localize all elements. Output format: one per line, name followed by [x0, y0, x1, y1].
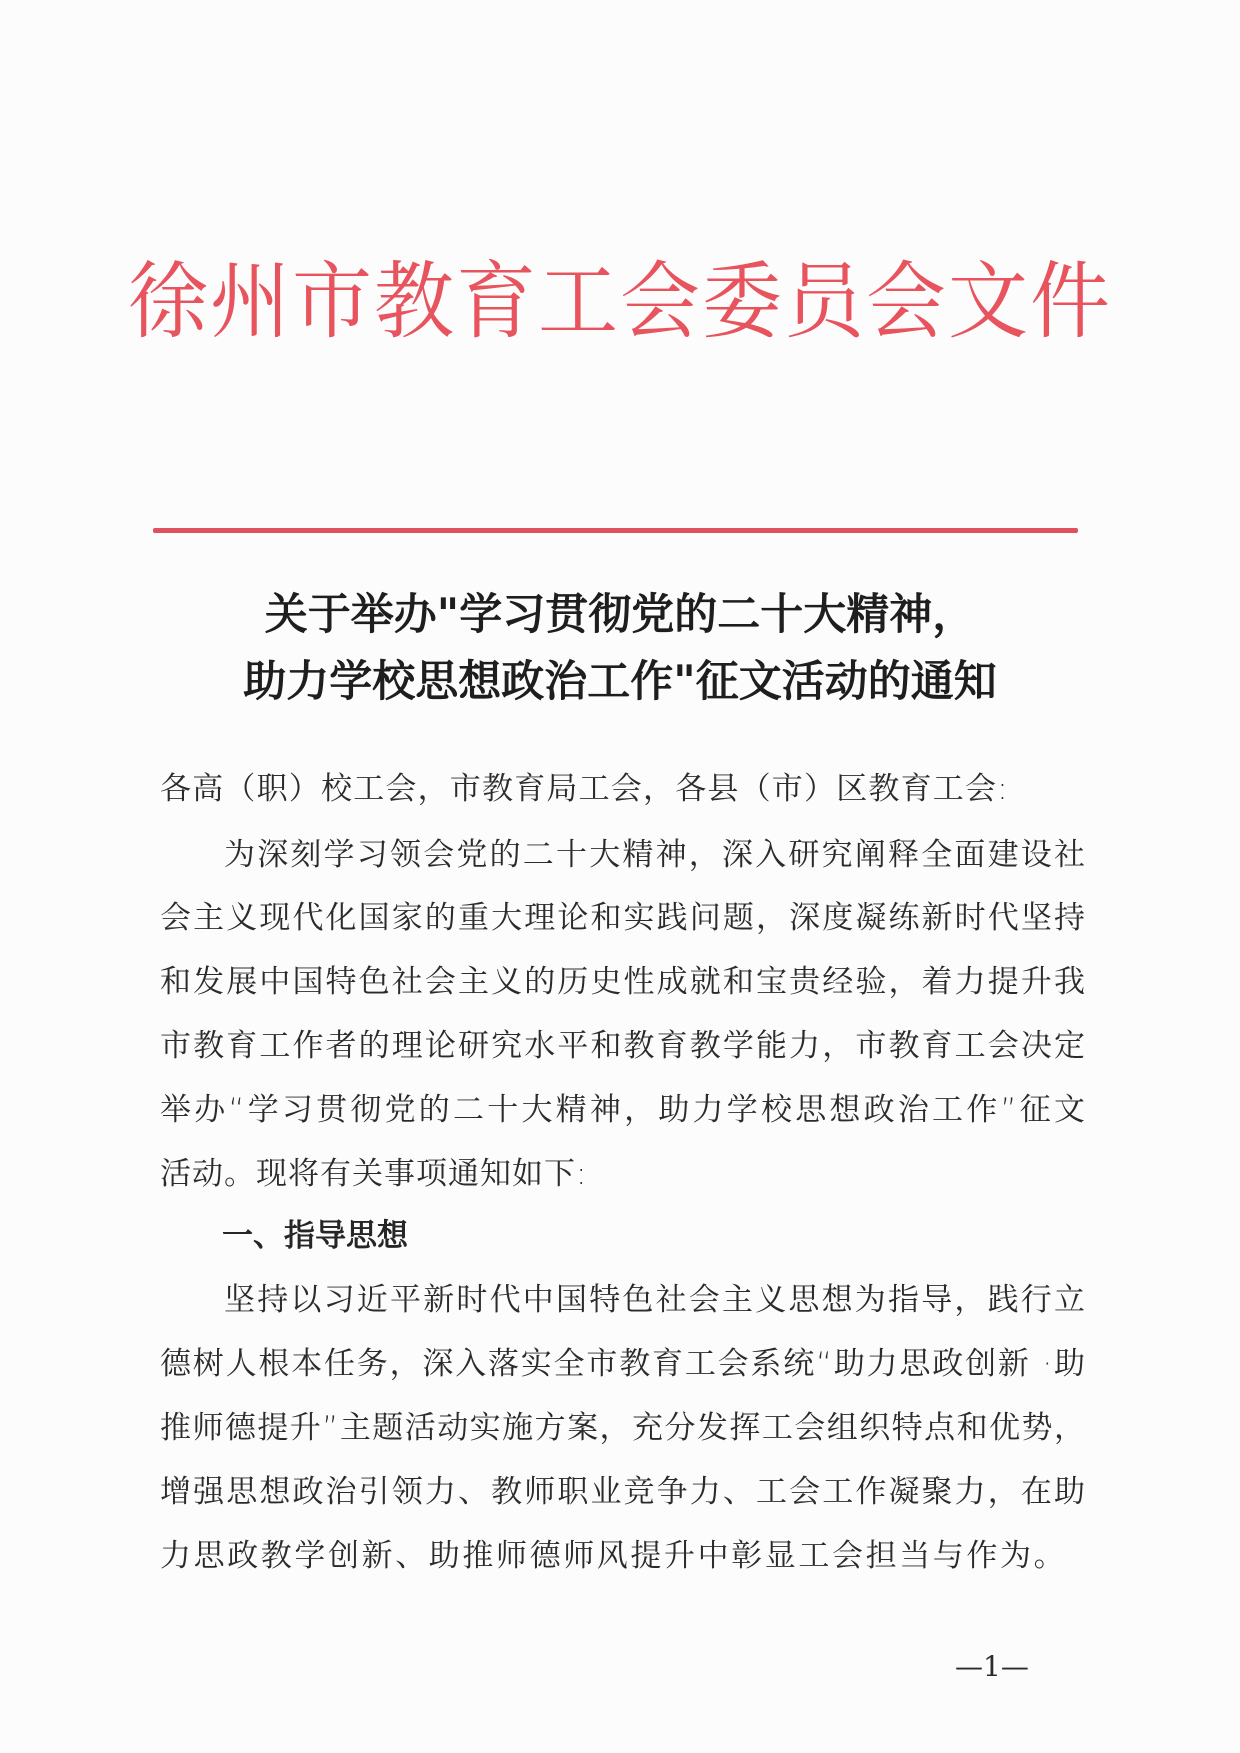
issuer-header-title: 徐州市教育工会委员会文件 [128, 252, 1112, 351]
intro-line-5: 举办“学习贯彻党的二十大精神，助力学校思想政治工作”征文 [160, 1092, 1085, 1128]
intro-line-2: 会主义现代化国家的重大理论和实践问题，深度凝练新时代坚持 [160, 900, 1085, 936]
section-1-line-1: 坚持以习近平新时代中国特色社会主义思想为指导，践行立 [224, 1282, 1085, 1318]
section-1-line-5: 力思政教学创新、助推师德师风提升中彰显工会担当与作为。 [160, 1538, 1068, 1574]
section-1-line-2: 德树人根本任务，深入落实全市教育工会系统“助力思政创新 ·助 [160, 1346, 1085, 1382]
salutation: 各高（职）校工会，市教育局工会，各县（市）区教育工会: [160, 771, 1009, 807]
red-separator-rule [153, 528, 1078, 533]
section-1-line-4: 增强思想政治引领力、教师职业竞争力、工会工作凝聚力，在助 [160, 1474, 1085, 1510]
intro-line-6: 活动。现将有关事项通知如下: [160, 1156, 588, 1192]
page-number: —1— [955, 1650, 1029, 1683]
document-title-line-2: 助力学校思想政治工作"征文活动的通知 [243, 657, 997, 707]
intro-line-3: 和发展中国特色社会主义的历史性成就和宝贵经验，着力提升我 [160, 964, 1085, 1000]
section-1-line-3: 推师德提升”主题活动实施方案，充分发挥工会组织特点和优势， [160, 1410, 1085, 1446]
intro-line-4: 市教育工作者的理论研究水平和教育教学能力，市教育工会决定 [160, 1028, 1085, 1064]
intro-line-1: 为深刻学习领会党的二十大精神，深入研究阐释全面建设社 [224, 837, 1085, 873]
section-heading-guiding-ideology: 一、指导思想 [222, 1218, 408, 1254]
document-title-line-1: 关于举办"学习贯彻党的二十大精神， [264, 590, 976, 640]
